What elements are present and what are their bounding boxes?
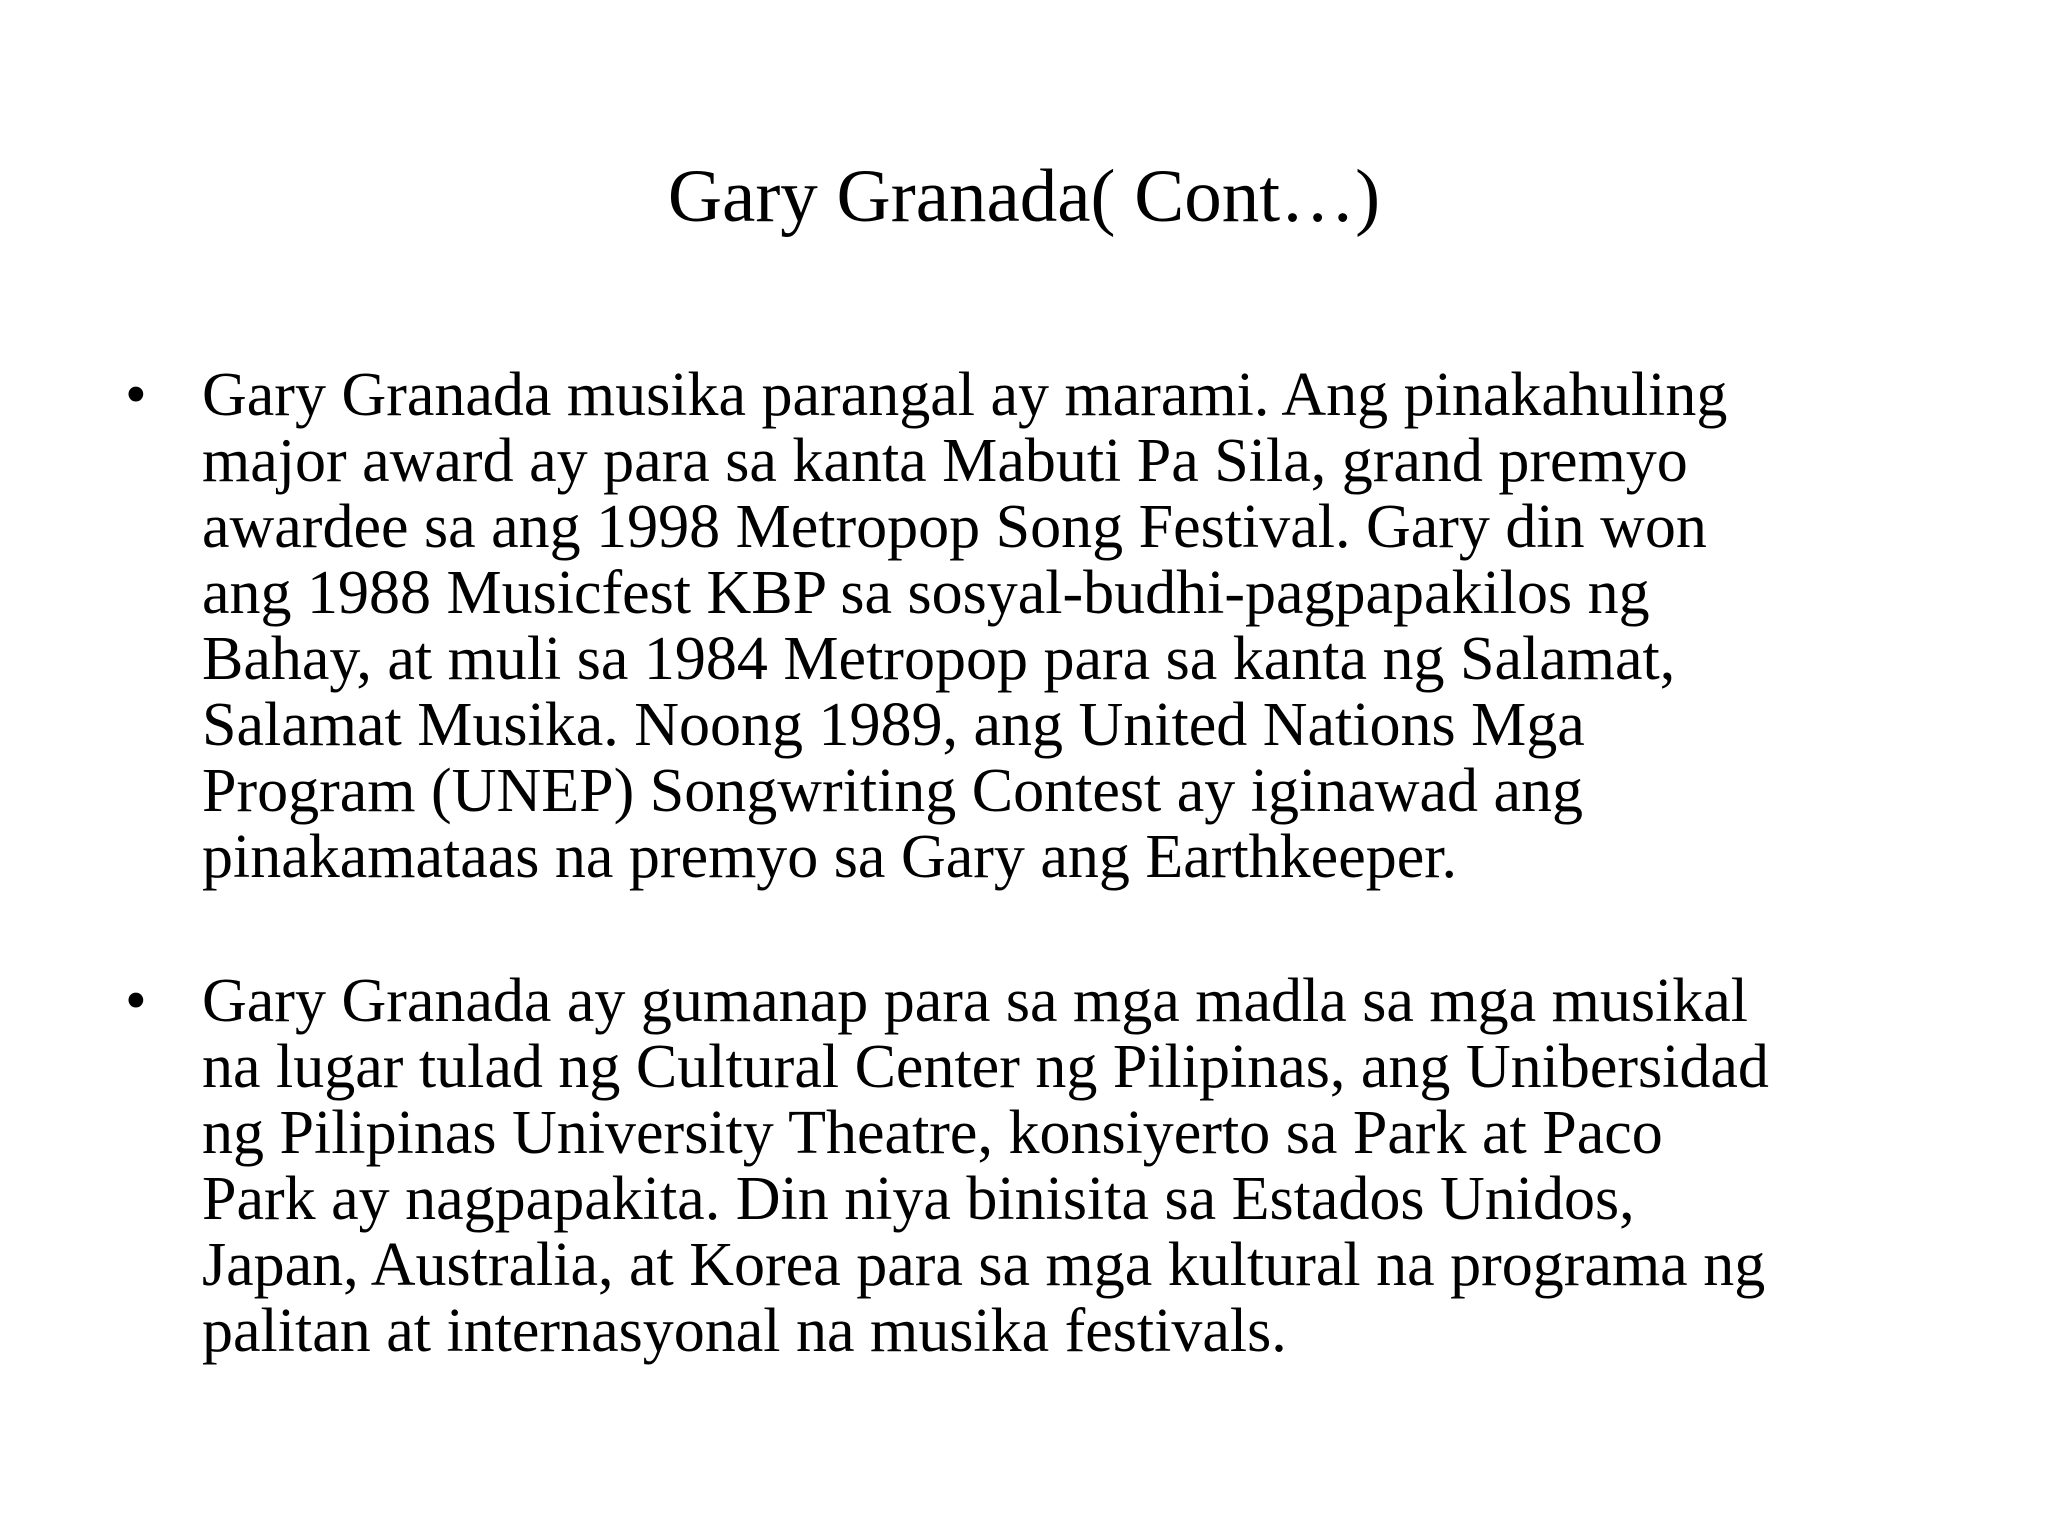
text-line: awardee sa ang 1998 Metropop Song Festival. Gary din won — [202, 493, 1707, 561]
text-line: major award ay para sa kanta Mabuti Pa Sila, grand premyo — [202, 427, 1688, 495]
bullet-text — [202, 362, 1968, 890]
text-line: pinakamataas na premyo sa Gary ang Earthkeeper. — [202, 823, 1457, 891]
text-line: Park ay nagpapakita. Din niya binisita sa Estados Unidos, — [202, 1165, 1635, 1233]
bullet-list — [118, 362, 1968, 1442]
bullet-item — [118, 362, 1968, 890]
text-line: Gary Granada musika parangal ay marami. Ang pinakahuling — [202, 361, 1728, 429]
text-line: Program (UNEP) Songwriting Contest ay iginawad ang — [202, 757, 1584, 825]
text-line: Salamat Musika. Noong 1989, ang United Nations Mga — [202, 691, 1585, 759]
text-line: Bahay, at muli sa 1984 Metropop para sa kanta ng Salamat, — [202, 625, 1676, 693]
slide-title: Gary Granada( Cont…) — [667, 155, 1381, 238]
bullet-text — [202, 968, 1968, 1364]
text-line: Gary Granada ay gumanap para sa mga madla sa mga musikal — [202, 967, 1748, 1035]
bullet-item — [118, 968, 1968, 1364]
text-line: ang 1988 Musicfest KBP sa sosyal-budhi-pagpapakilos ng — [202, 559, 1650, 627]
text-line: palitan at internasyonal na musika festivals. — [202, 1297, 1287, 1365]
text-line: Japan, Australia, at Korea para sa mga kultural na programa ng — [202, 1231, 1766, 1299]
text-line: na lugar tulad ng Cultural Center ng Pilipinas, ang Unibersidad — [202, 1033, 1769, 1101]
text-line: ng Pilipinas University Theatre, konsiyerto sa Park at Paco — [202, 1099, 1663, 1167]
bullet-icon: • — [125, 967, 147, 1035]
bullet-icon: • — [125, 361, 147, 429]
